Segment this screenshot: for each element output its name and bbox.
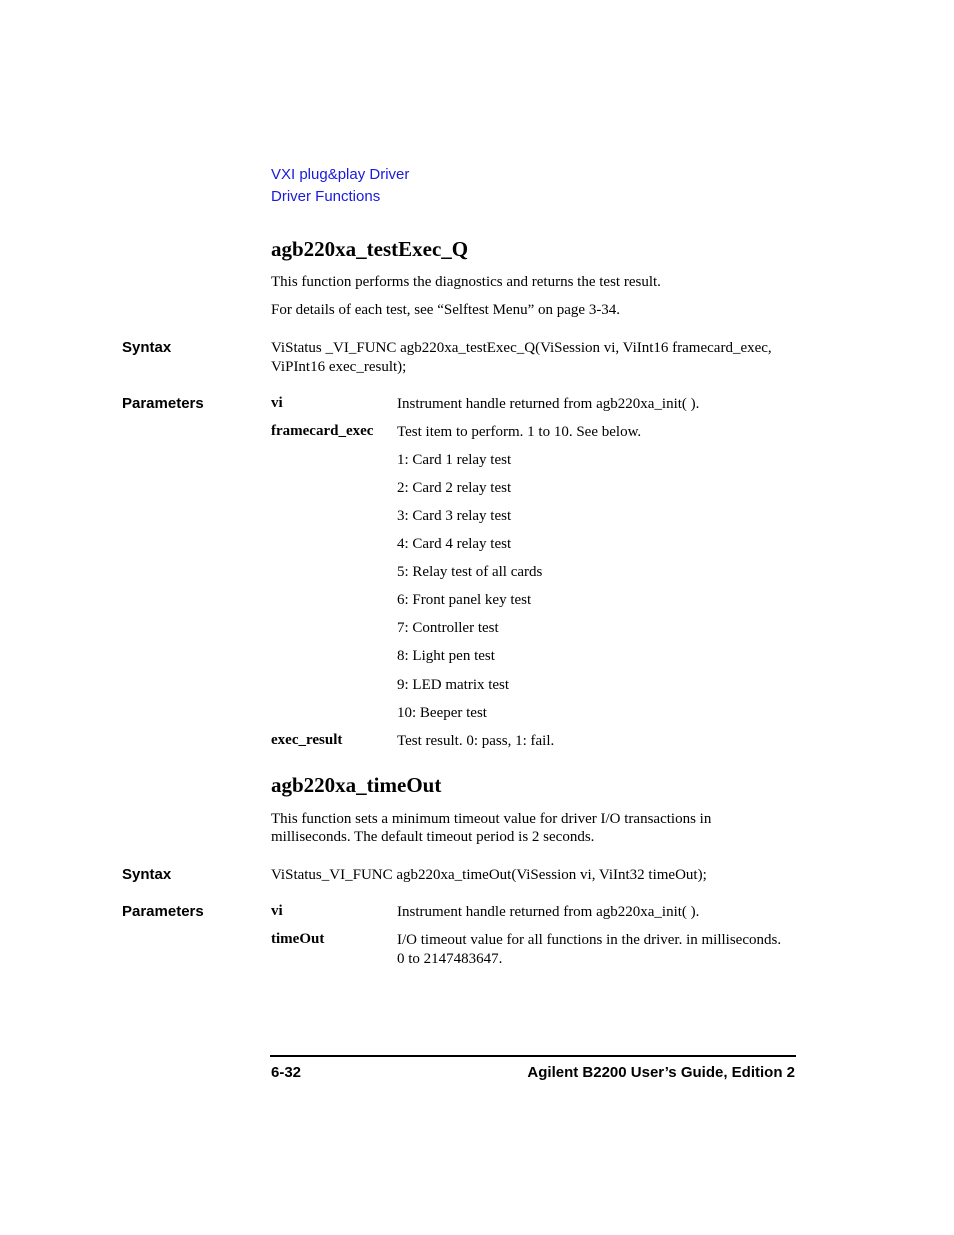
section-description: This function sets a minimum timeout value for driver I/O transactions in	[271, 811, 712, 827]
breadcrumb-functions[interactable]: Driver Functions	[271, 188, 381, 205]
footer-rule	[270, 1055, 796, 1057]
test-item: 4: Card 4 relay test	[397, 536, 512, 552]
param-desc: Instrument handle returned from agb220xa_init( ).	[397, 904, 700, 920]
section-description: This function performs the diagnostics and returns the test result.	[271, 274, 661, 290]
param-desc: Test item to perform. 1 to 10. See below.	[397, 424, 642, 440]
param-desc: I/O timeout value for all functions in the driver. in milliseconds.	[397, 932, 782, 948]
test-item: 3: Card 3 relay test	[397, 508, 512, 524]
syntax-label: Syntax	[122, 339, 172, 356]
param-desc: Instrument handle returned from agb220xa_init( ).	[397, 396, 700, 412]
section-title-testexec: agb220xa_testExec_Q	[271, 237, 469, 261]
syntax-line: ViStatus_VI_FUNC agb220xa_timeOut(ViSession vi, ViInt32 timeOut);	[271, 867, 707, 883]
test-item: 7: Controller test	[397, 620, 499, 636]
param-desc: 0 to 2147483647.	[397, 951, 503, 967]
parameters-label: Parameters	[122, 395, 204, 412]
syntax-line: ViStatus _VI_FUNC agb220xa_testExec_Q(ViSession vi, ViInt16 framecard_exec,	[271, 340, 772, 356]
test-item: 9: LED matrix test	[397, 677, 510, 693]
syntax-line: ViPInt16 exec_result);	[271, 359, 407, 375]
parameters-label: Parameters	[122, 903, 204, 920]
syntax-label: Syntax	[122, 866, 172, 883]
test-item: 5: Relay test of all cards	[397, 564, 543, 580]
test-item: 2: Card 2 relay test	[397, 480, 512, 496]
param-name: timeOut	[271, 931, 325, 947]
section-title-timeout: agb220xa_timeOut	[271, 773, 442, 797]
test-item: 10: Beeper test	[397, 705, 487, 721]
page-number: 6-32	[271, 1064, 302, 1081]
param-name: vi	[271, 903, 283, 919]
section-description: milliseconds. The default timeout period is 2 seconds.	[271, 829, 595, 845]
test-item: 8: Light pen test	[397, 648, 495, 664]
param-name: exec_result	[271, 732, 343, 748]
param-name: vi	[271, 395, 283, 411]
param-name: framecard_exec	[271, 423, 374, 439]
test-item: 6: Front panel key test	[397, 592, 532, 608]
test-item: 1: Card 1 relay test	[397, 452, 512, 468]
book-title: Agilent B2200 User’s Guide, Edition 2	[527, 1064, 795, 1081]
param-desc: Test result. 0: pass, 1: fail.	[397, 733, 555, 749]
breadcrumb-driver[interactable]: VXI plug&play Driver	[271, 166, 410, 183]
section-description: For details of each test, see “Selftest Menu” on page 3-34.	[271, 302, 621, 318]
